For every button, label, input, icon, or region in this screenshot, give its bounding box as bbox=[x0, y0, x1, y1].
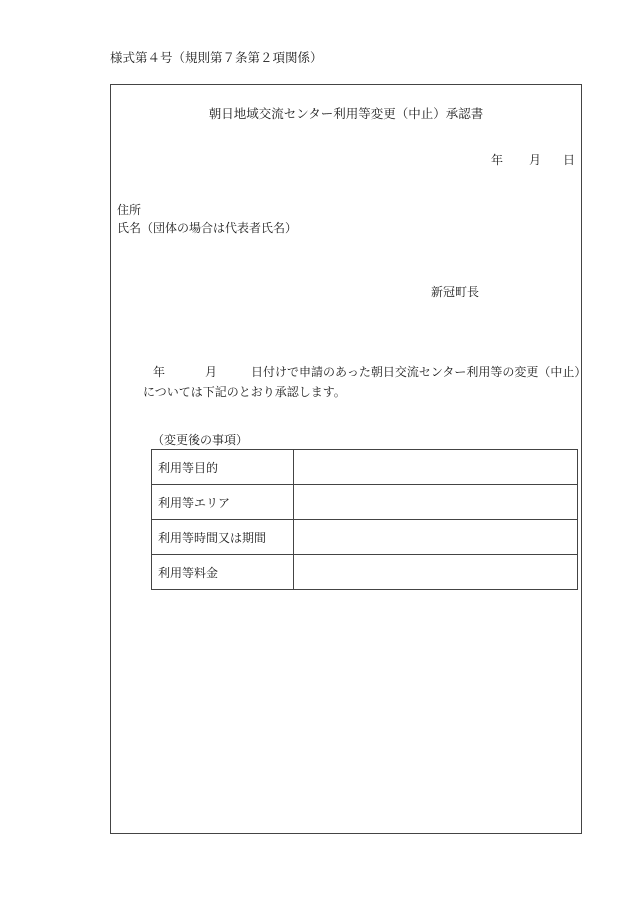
date-line bbox=[491, 151, 575, 168]
approval-text bbox=[143, 362, 587, 402]
item-label: 利用等エリア bbox=[152, 485, 294, 520]
change-items-table bbox=[151, 449, 578, 590]
item-label: 利用等料金 bbox=[152, 555, 294, 590]
table-row bbox=[152, 450, 578, 485]
address-label: 住所 bbox=[117, 203, 142, 217]
form-frame bbox=[110, 84, 587, 834]
approval-text-line-1 bbox=[143, 362, 587, 382]
item-label: 利用等時間又は期間 bbox=[152, 520, 294, 555]
table-row bbox=[152, 555, 578, 590]
body-rest: 日付けで申請のあった朝日交流センター利用等の変更（中止） bbox=[251, 365, 587, 379]
item-value[interactable] bbox=[294, 520, 578, 555]
document-title: 朝日地域交流センター利用等変更（中止）承認書 bbox=[208, 106, 484, 121]
item-value[interactable] bbox=[294, 450, 578, 485]
issuer-title: 新冠町長 bbox=[431, 285, 480, 299]
table-row bbox=[152, 520, 578, 555]
item-value[interactable] bbox=[294, 555, 578, 590]
date-day: 日 bbox=[562, 153, 575, 167]
table-row bbox=[152, 485, 578, 520]
body-year: 年 bbox=[153, 365, 166, 379]
item-label: 利用等目的 bbox=[152, 450, 294, 485]
date-year: 年 bbox=[490, 153, 503, 167]
body-month: 月 bbox=[205, 365, 218, 379]
approval-text-line-2: については下記のとおり承認します。 bbox=[143, 385, 346, 399]
date-month: 月 bbox=[528, 153, 541, 167]
section-label: （変更後の事項） bbox=[152, 433, 249, 447]
form-number: 様式第４号（規則第７条第２項関係） bbox=[110, 50, 323, 65]
item-value[interactable] bbox=[294, 485, 578, 520]
name-label: 氏名（団体の場合は代表者氏名） bbox=[117, 221, 298, 235]
